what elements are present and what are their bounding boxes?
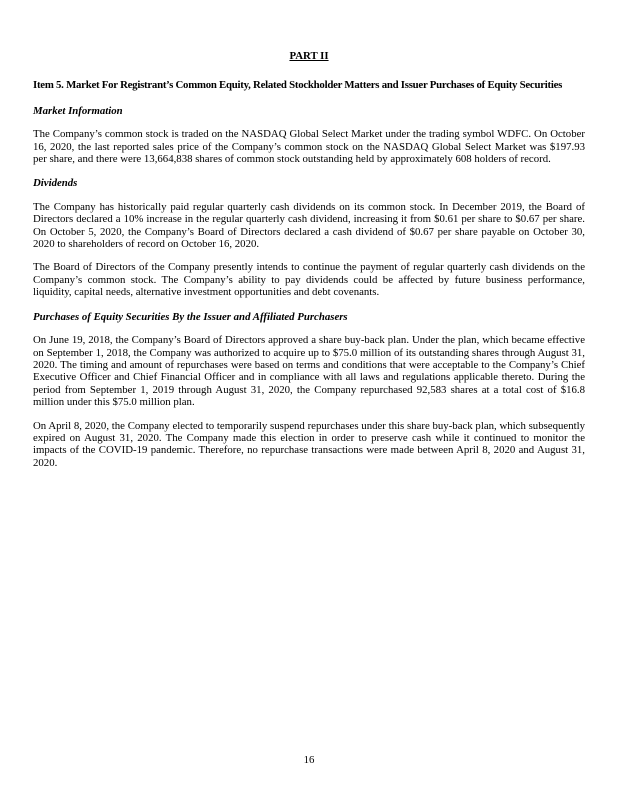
section-purchases-of-equity-securities: [33, 311, 585, 469]
purchases-heading: Purchases of Equity Securities By the Issuer and Affiliated Purchasers: [33, 310, 348, 323]
market-information-heading: Market Information: [33, 104, 123, 117]
market-information-paragraph: The Company’s common stock is traded on the NASDAQ Global Select Market under the trading symbol WDFC. On October 16, 2020, the last reported sales price of the Company’s common stock on the NASDAQ Global Select Market was $197.93 per share, and there were 13,664,838 shares of common stock outstanding held by approximately 608 holders of record.: [33, 128, 585, 166]
purchases-paragraph-1: On June 19, 2018, the Company’s Board of Directors approved a share buy-back plan. Under the plan, which became effective on September 1, 2018, the Company was authorized to acquire up to $75.0 million of its outstanding shares through August 31, 2020. The timing and amount of repurchases were based on terms and conditions that were acceptable to the Company’s Chief Executive Officer and Chief Financial Officer and in compliance with all laws and regulations applicable thereto. During the period from September 1, 2019 through August 31, 2020, the Company repurchased 92,583 shares at a total cost of $16.8 million under this $75.0 million plan.: [33, 334, 585, 409]
page-number: 16: [303, 753, 315, 766]
dividends-heading: Dividends: [33, 177, 78, 190]
section-market-information: [33, 105, 585, 166]
item-5-heading: Item 5. Market For Registrant’s Common Equity, Related Stockholder Matters and Issuer Purchases of Equity Securities: [33, 79, 563, 92]
dividends-paragraph-1: The Company has historically paid regular quarterly cash dividends on its common stock. In December 2019, the Board of Directors declared a 10% increase in the regular quarterly cash dividend, increasing it from $0.61 per share to $0.67 per share. On October 5, 2020, the Company’s Board of Directors declared a cash dividend of $0.67 per share payable on October 30, 2020 to shareholders of record on October 16, 2020.: [33, 200, 585, 251]
section-dividends: [33, 177, 585, 298]
part-title: PART II: [289, 50, 329, 62]
purchases-paragraph-2: On April 8, 2020, the Company elected to temporarily suspend repurchases under this share buy-back plan, which subsequently expired on August 31, 2020. The Company made this election in order to preserve cash while it continued to monitor the impacts of the COVID-19 pandemic. Therefore, no repurchase transactions were made between April 8, 2020 and August 31, 2020.: [33, 419, 585, 469]
dividends-paragraph-2: The Board of Directors of the Company presently intends to continue the payment of regular quarterly cash dividends on the Company’s common stock. The Company’s ability to pay dividends could be affected by future business performance, liquidity, capital needs, alternative investment opportunities and debt covenants.: [33, 261, 585, 299]
